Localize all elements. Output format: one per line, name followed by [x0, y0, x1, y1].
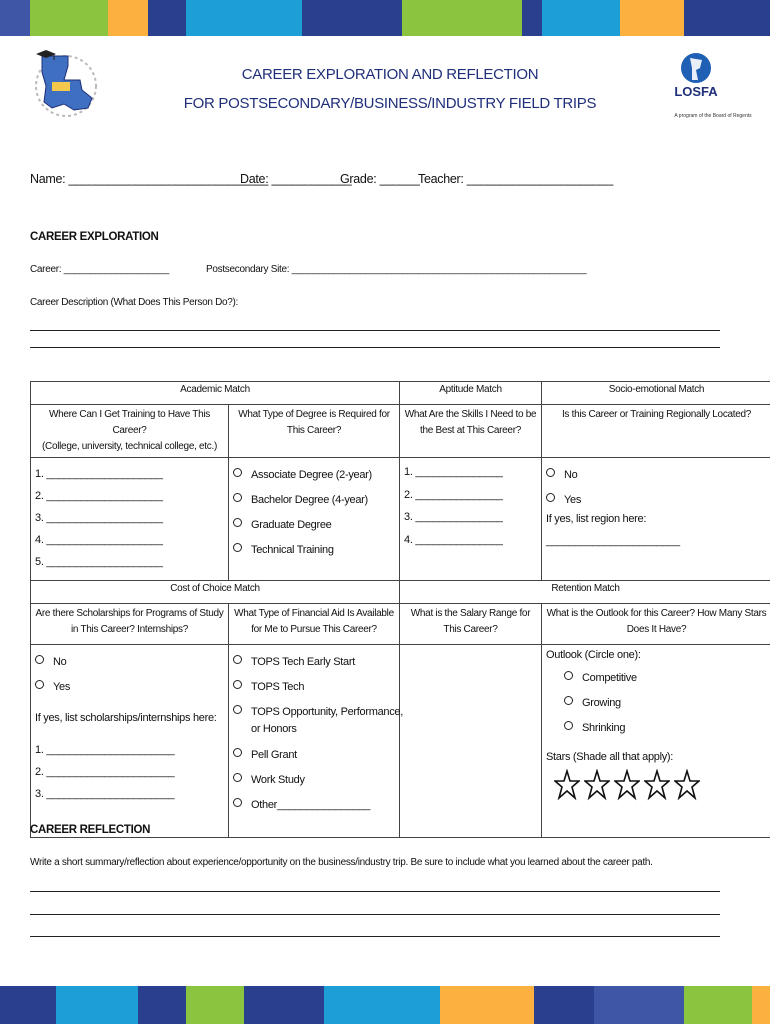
aid-option-label: TOPS Tech Early Start [251, 656, 355, 668]
band-segment [402, 0, 522, 36]
outlook-option[interactable] [546, 671, 767, 696]
career-description-label: Career Description (What Does This Person Do?): [30, 297, 239, 308]
option-label: Yes [53, 681, 71, 693]
option-label: Yes [564, 494, 582, 506]
aid-option[interactable] [233, 748, 395, 773]
training-question [31, 405, 229, 458]
aid-option-label: TOPS Opportunity, Performance, [251, 706, 403, 718]
scholarship-note: If yes, list scholarships/internships here: [35, 712, 217, 724]
training-blank[interactable]: 1. ____________________ [35, 468, 163, 480]
outlook-question: What is the Outlook for this Career? How Many Stars Does It Have? [542, 604, 770, 645]
skill-blank[interactable]: 1. _______________ [404, 466, 503, 478]
radio-circle-icon[interactable] [564, 696, 573, 705]
star-icon[interactable] [674, 769, 700, 801]
band-segment [108, 0, 148, 36]
band-segment [534, 986, 594, 1024]
band-segment [542, 0, 620, 36]
page-subtitle: FOR POSTSECONDARY/BUSINESS/INDUSTRY FIELD TRIPS [183, 95, 597, 112]
scholarship-blank[interactable]: 3. ______________________ [35, 788, 175, 800]
radio-circle-icon[interactable] [233, 493, 242, 502]
radio-circle-icon[interactable] [233, 798, 242, 807]
training-question-hint: (College, university, technical college, etc.) [42, 441, 217, 452]
skill-blank[interactable]: 4. _______________ [404, 533, 503, 546]
band-segment [148, 0, 186, 36]
losfa-logo [662, 38, 762, 122]
outlook-option[interactable] [546, 696, 767, 721]
retention-match-header: Retention Match [400, 581, 770, 604]
radio-circle-icon[interactable] [564, 721, 573, 730]
scholarship-option-yes[interactable] [35, 680, 224, 712]
radio-circle-icon[interactable] [233, 518, 242, 527]
page-title: CAREER EXPLORATION AND REFLECTION [241, 66, 539, 83]
teacher-field[interactable]: Teacher: ______________________ [418, 172, 614, 186]
aid-option[interactable] [233, 705, 403, 723]
aid-option-label: Pell Grant [251, 749, 297, 761]
star-rating[interactable] [554, 769, 767, 801]
scholarship-cell [31, 645, 229, 838]
academic-match-header: Academic Match [31, 382, 400, 405]
degree-options [229, 458, 400, 581]
aid-option[interactable] [233, 680, 395, 705]
option-label: No [564, 469, 578, 481]
aid-option-label: TOPS Tech [251, 681, 305, 693]
radio-circle-icon[interactable] [35, 680, 44, 689]
outlook-label: Outlook (Circle one): [546, 649, 641, 661]
scholarship-blank[interactable]: 1. ______________________ [35, 744, 175, 756]
outlook-option-label: Shrinking [582, 722, 626, 734]
degree-option[interactable] [233, 493, 395, 518]
match-table [30, 381, 770, 838]
reflection-line[interactable] [30, 891, 720, 892]
band-segment [0, 0, 30, 36]
degree-option-label: Associate Degree (2-year) [251, 469, 372, 481]
training-question-text: Where Can I Get Training to Have This Career? [48, 409, 210, 436]
stars-label: Stars (Shade all that apply): [546, 751, 674, 763]
band-segment [56, 986, 138, 1024]
radio-circle-icon[interactable] [233, 655, 242, 664]
training-list [31, 458, 229, 581]
description-line[interactable] [30, 330, 720, 331]
socio-emotional-match-header: Socio-emotional Match [542, 382, 770, 405]
star-icon[interactable] [644, 769, 670, 801]
star-icon[interactable] [584, 769, 610, 801]
outlook-cell [542, 645, 770, 838]
star-icon[interactable] [614, 769, 640, 801]
radio-circle-icon[interactable] [233, 468, 242, 477]
star-icon[interactable] [554, 769, 580, 801]
band-segment [186, 0, 302, 36]
financial-aid-question: What Type of Financial Aid Is Available for Me to Pursue This Career? [229, 604, 400, 645]
band-segment [138, 986, 186, 1024]
career-field[interactable]: Career: ____________________ [30, 264, 169, 275]
grade-field[interactable]: Grade: ______ [340, 172, 420, 186]
reflection-line[interactable] [30, 936, 720, 937]
band-segment [302, 0, 402, 36]
degree-option[interactable] [233, 468, 395, 493]
salary-range-cell[interactable] [400, 645, 542, 838]
top-color-band [0, 0, 770, 36]
degree-option[interactable] [233, 518, 395, 543]
radio-circle-icon[interactable] [233, 705, 242, 714]
aid-option-label: Other________________ [251, 799, 371, 811]
bottom-color-band [0, 986, 770, 1024]
skill-blank[interactable]: 3. _______________ [404, 511, 503, 523]
skills-list [400, 458, 542, 581]
career-reflection-heading: CAREER REFLECTION [30, 824, 151, 836]
losfa-logo-text: LOSFA [674, 84, 718, 99]
regional-options [542, 458, 770, 581]
training-blank[interactable]: 3. ____________________ [35, 512, 163, 524]
radio-circle-icon[interactable] [35, 655, 44, 664]
aptitude-match-header: Aptitude Match [400, 382, 542, 405]
band-segment [440, 986, 534, 1024]
financial-aid-options [229, 645, 403, 838]
radio-circle-icon[interactable] [233, 748, 242, 757]
outlook-option[interactable] [546, 721, 767, 751]
name-field[interactable]: Name: ______________________________ [30, 172, 269, 186]
aid-option[interactable] [233, 655, 395, 680]
region-note: If yes, list region here: [546, 513, 647, 525]
training-blank[interactable]: 2. ____________________ [35, 490, 163, 502]
band-segment [594, 986, 684, 1024]
radio-circle-icon[interactable] [233, 680, 242, 689]
training-blank[interactable]: 4. ____________________ [35, 534, 163, 546]
band-segment [752, 986, 770, 1024]
outlook-option-label: Growing [582, 697, 621, 709]
description-line[interactable] [30, 347, 720, 348]
degree-option[interactable] [233, 543, 395, 568]
regional-option-yes[interactable] [546, 493, 767, 513]
band-segment [30, 0, 108, 36]
radio-circle-icon[interactable] [546, 468, 555, 477]
band-segment [684, 0, 770, 36]
scholarship-option-no[interactable] [35, 655, 224, 680]
career-exploration-heading: CAREER EXPLORATION [30, 231, 159, 243]
postsecondary-site-field[interactable]: Postsecondary Site: ________________________________________________________ [206, 264, 587, 275]
degree-option-label: Graduate Degree [251, 519, 332, 531]
aid-option[interactable] [233, 798, 395, 823]
band-segment [684, 986, 752, 1024]
degree-option-label: Technical Training [251, 544, 334, 556]
radio-circle-icon[interactable] [233, 773, 242, 782]
band-segment [244, 986, 324, 1024]
date-field[interactable]: Date: ____________ [240, 172, 352, 186]
skills-question: What Are the Skills I Need to be the Best at This Career? [400, 405, 542, 458]
scholarship-question: Are there Scholarships for Programs of Study in This Career? Internships? [31, 604, 229, 645]
skill-blank[interactable]: 2. _______________ [404, 488, 503, 501]
region-blank[interactable]: _______________________ [546, 535, 680, 547]
losfa-caption: A program of the Board of Regents [674, 113, 752, 119]
aid-option-label: Work Study [251, 774, 305, 786]
salary-question: What is the Salary Range for This Career? [400, 604, 542, 645]
reflection-prompt: Write a short summary/reflection about experience/opportunity on the business/industry trip. Be sure to include what you learned about the career path. [30, 857, 653, 868]
degree-question: What Type of Degree is Required for This Career? [229, 405, 400, 458]
aid-option[interactable] [233, 773, 395, 798]
band-segment [0, 986, 56, 1024]
radio-circle-icon[interactable] [233, 543, 242, 552]
radio-circle-icon[interactable] [546, 493, 555, 502]
regional-question: Is this Career or Training Regionally Located? [542, 405, 770, 458]
reflection-line[interactable] [30, 914, 720, 915]
training-blank[interactable]: 5. ____________________ [35, 556, 163, 568]
band-segment [324, 986, 440, 1024]
outlook-option-label: Competitive [582, 672, 637, 684]
radio-circle-icon[interactable] [564, 671, 573, 680]
option-label: No [53, 656, 67, 668]
band-segment [620, 0, 684, 36]
cost-of-choice-match-header: Cost of Choice Match [31, 581, 400, 604]
scholarship-blank[interactable]: 2. ______________________ [35, 766, 175, 778]
louisiana-map-logo [28, 46, 98, 122]
aid-option-continued: or Honors [251, 723, 297, 735]
regional-option-no[interactable] [546, 468, 767, 493]
degree-option-label: Bachelor Degree (4-year) [251, 494, 368, 506]
band-segment [186, 986, 244, 1024]
band-segment [522, 0, 542, 36]
